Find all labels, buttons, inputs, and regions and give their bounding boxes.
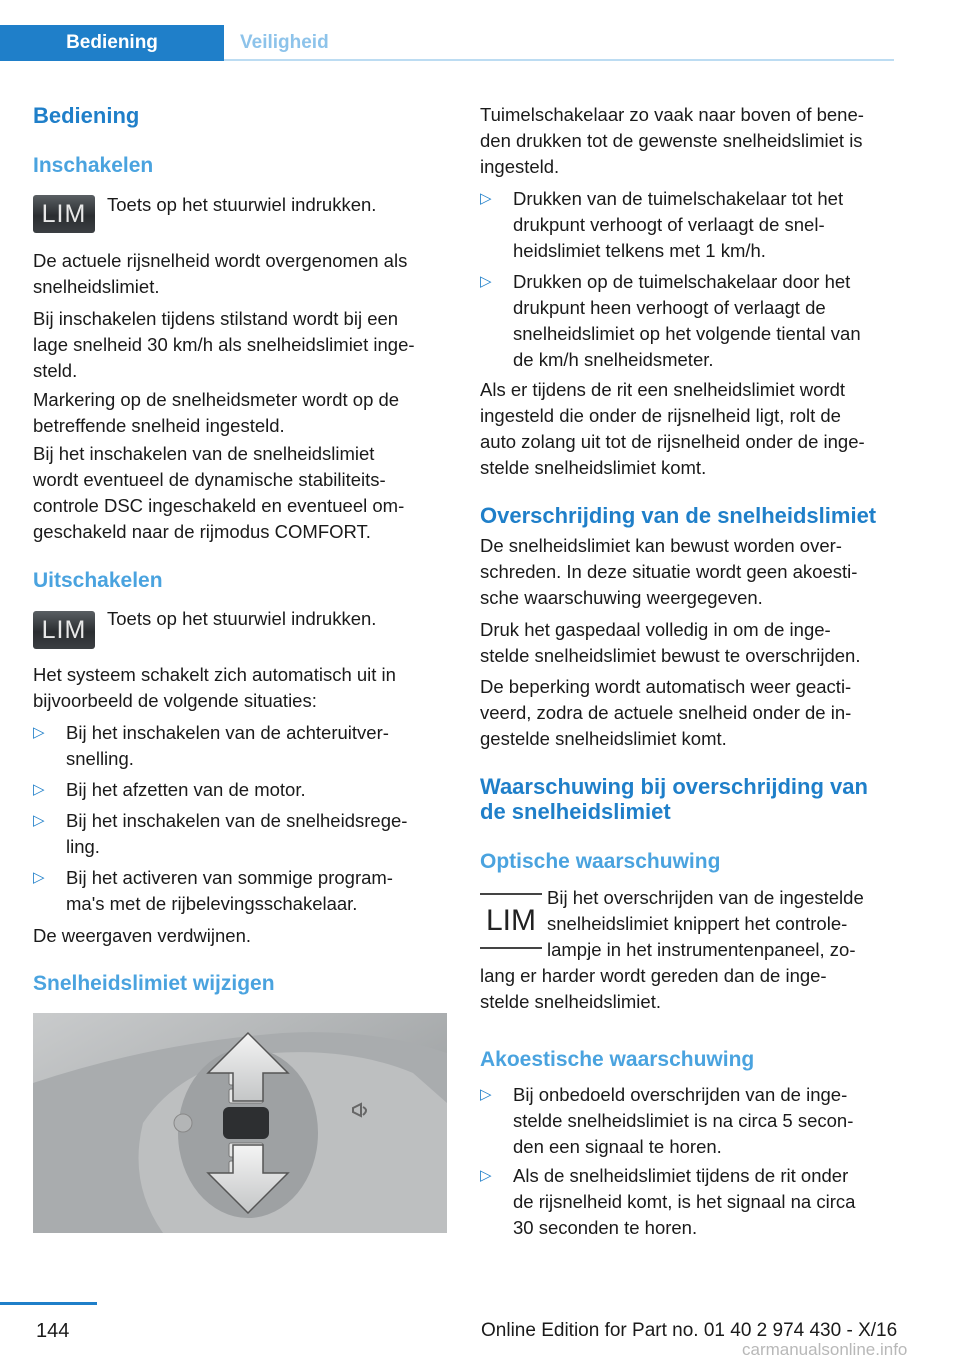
inschakelen-icon-text: Toets op het stuurwiel indrukken. bbox=[107, 194, 377, 215]
waarschuwing-heading: Waarschuwing bij overschrijding van de snelheidslimiet bbox=[480, 774, 868, 824]
paragraph: Markering op de snelheidsmeter wordt op de betreffende snelheid ingesteld. bbox=[33, 389, 400, 436]
paragraph: Als er tijdens de rit een snelheidslimiet wordt ingesteld die onder de rijsnelheid ligt, rolt de auto zolang uit tot de rijsnelheid onder de inge‐ stelde snelheidslimiet komt. bbox=[480, 379, 865, 478]
paragraph: Druk het gaspedaal volledig in om de inge‐ stelde snelheidslimiet bewust te overschrijden. bbox=[480, 619, 861, 666]
akoestische-heading: Akoestische waarschuwing bbox=[480, 1048, 755, 1071]
paragraph: De actuele rijsnelheid wordt overgenomen als snelheidslimiet. bbox=[33, 250, 408, 297]
lim-indicator-icon: LIM bbox=[480, 893, 542, 949]
chapter-tabs bbox=[0, 25, 329, 61]
bullet-triangle-icon: ▷ bbox=[480, 273, 492, 290]
bullet-triangle-icon: ▷ bbox=[33, 869, 45, 886]
list-item: ▷ Bij het inschakelen van de achteruitver‐ snelling. bbox=[33, 722, 389, 769]
bullet-triangle-icon: ▷ bbox=[33, 781, 45, 798]
paragraph: De snelheidslimiet kan bewust worden over‐ schreden. In deze situatie wordt geen akoesti‐ sche waarschuwing weergegeven. bbox=[480, 535, 858, 608]
list-item: ▷ Bij het afzetten van de motor. bbox=[33, 777, 443, 803]
watermark: carmanualsonline.info bbox=[742, 1340, 908, 1359]
steering-wheel-image bbox=[33, 1013, 447, 1233]
lim-button-icon: LIM bbox=[33, 195, 95, 233]
bullet-triangle-icon: ▷ bbox=[480, 1167, 492, 1184]
paragraph: De weergaven verdwijnen. bbox=[33, 925, 252, 946]
tab-veiligheid: Veiligheid bbox=[240, 32, 329, 53]
edition-footer: Online Edition for Part no. 01 40 2 974 430 - X/16 bbox=[481, 1320, 898, 1341]
list-item: ▷ Drukken van de tuimelschakelaar tot het drukpunt verhoogt of verlaagt de snel‐ heidslimiet telkens met 1 km/h. bbox=[480, 188, 844, 261]
paragraph: Bij het inschakelen van de snelheidslimiet wordt eventueel de dynamische stabiliteits‐ controle DSC ingeschakeld en eventueel om‐ geschakeld naar de rijmodus COMFORT. bbox=[33, 443, 405, 542]
list-item: ▷ Bij het inschakelen van de snelheidsrege‐ ling. bbox=[33, 810, 408, 857]
bullet-triangle-icon: ▷ bbox=[480, 190, 492, 207]
section-heading: Bediening bbox=[33, 103, 140, 128]
lim-button-icon: LIM bbox=[33, 611, 95, 649]
overschrijding-heading: Overschrijding van de snelheidslimiet bbox=[480, 503, 877, 528]
paragraph: Bij het overschrijden van de ingestelde snelheidslimiet knippert het controle‐ lampje in het instrumentenpaneel, zo‐ bbox=[547, 887, 864, 960]
list-item: ▷ Als de snelheidslimiet tijdens de rit onder de rijsnelheid komt, is het signaal na circa 30 seconden te horen. bbox=[480, 1165, 856, 1238]
paragraph: Het systeem schakelt zich automatisch uit in bijvoorbeeld de volgende situaties: bbox=[33, 664, 396, 711]
steering-wheel-illustration bbox=[33, 1013, 447, 1233]
paragraph: Tuimelschakelaar zo vaak naar boven of bene‐ den drukken tot de gewenste snelheidslimiet is ingesteld. bbox=[480, 104, 864, 177]
list-item: ▷ Bij onbedoeld overschrijden van de inge‐ stelde snelheidslimiet is na circa 5 secon‐ den een signaal te horen. bbox=[480, 1084, 854, 1157]
bullet-triangle-icon: ▷ bbox=[33, 812, 45, 829]
list-item: ▷ Drukken op de tuimelschakelaar door het drukpunt heen verhoogt of verlaagt de snelheidslimiet op het volgende tiental van de km/h snelheidsmeter. bbox=[480, 271, 861, 370]
tab-divider bbox=[224, 59, 894, 61]
uitschakelen-icon-text: Toets op het stuurwiel indrukken. bbox=[107, 608, 377, 629]
bullet-triangle-icon: ▷ bbox=[480, 1086, 492, 1103]
list-item: ▷ Bij het activeren van sommige program‐ ma's met de rijbelevingsschakelaar. bbox=[33, 867, 393, 914]
paragraph: De beperking wordt automatisch weer geacti‐ veerd, zodra de actuele snelheid onder de in‐ gestelde snelheidslimiet komt. bbox=[480, 676, 852, 749]
inschakelen-heading: Inschakelen bbox=[33, 154, 154, 177]
bullet-triangle-icon: ▷ bbox=[33, 724, 45, 741]
optische-heading: Optische waarschuwing bbox=[480, 850, 721, 873]
wijzigen-heading: Snelheidslimiet wijzigen bbox=[33, 972, 275, 995]
paragraph: lang er harder wordt gereden dan de inge‐ stelde snelheidslimiet. bbox=[480, 965, 827, 1012]
tab-bediening: Bediening bbox=[0, 25, 224, 61]
page-number: 144 bbox=[36, 1320, 70, 1342]
paragraph: Bij inschakelen tijdens stilstand wordt bij een lage snelheid 30 km/h als snelheidslimiet inge‐ steld. bbox=[33, 308, 415, 381]
uitschakelen-heading: Uitschakelen bbox=[33, 569, 163, 592]
page-number-bar bbox=[0, 1302, 97, 1305]
